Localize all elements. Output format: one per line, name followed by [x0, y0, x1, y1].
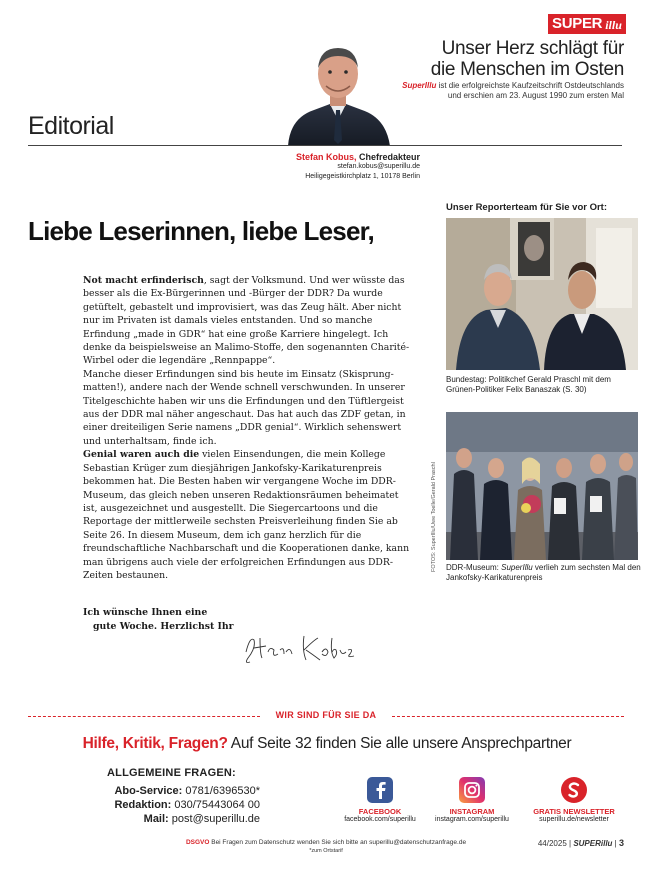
headline: Liebe Leserinnen, liebe Leser,	[28, 216, 374, 246]
divider-right	[392, 716, 624, 717]
newsletter-url[interactable]: superillu.de/newsletter	[539, 816, 609, 823]
photo-credit	[431, 432, 441, 572]
newsletter-icon[interactable]	[561, 777, 587, 803]
social-facebook[interactable]	[330, 777, 430, 823]
instagram-url[interactable]: instagram.com/superillu	[435, 816, 509, 823]
paragraph-3	[83, 448, 413, 582]
author-email[interactable]: stefan.kobus@superillu.de	[337, 163, 420, 170]
closing-line-2: gute Woche. Herzlichst Ihr	[93, 620, 234, 632]
contact-mail	[60, 812, 260, 826]
photo-credit-text: FOTOS: SuperIllu/Uwe Toelle/Gerald Praschl	[431, 462, 437, 572]
paragraph-3-lead: Genial waren auch die	[83, 449, 200, 461]
issue-number: 44/2025	[537, 839, 567, 848]
logo-super: SUPER	[548, 14, 604, 34]
footer-brand: SUPERillu	[573, 839, 613, 848]
paragraph-3-text: vielen Einsendungen, die mein Kollege Sebastian Krüger zum diesjährigen Jankofsky-Karikaturenpreis bekommen hat. Die Besten haben wir vergangene Woche im DDR-Museum, das gleich neben unseren Redaktionsräumen beheimatet ist, ausgezeichnet und ausgestellt. Die Siegercartoons und die Reportage der mittlerweile sechsten Preisverleihung finden Sie ab Seite 26. In diesem Museum, dem ich ganz herzlich für die freundschaftliche Nachbarschaft und die Kooperationen danke, kann man übrigens auch viele der erfolgreichen Erfindungen aus DDR-Zeiten bestaunen.	[83, 449, 410, 581]
paragraph-1-text: , sagt der Volksmund. Und wer wüsste das besser als die Ex-Bürgerinnen und -Bürger der DDR? Da wurde getüftelt, gebastelt und improvisiert, was das Zeug hält. Aber nicht nur im Privaten ist damals vieles entstanden. Und so manche Erfindung „made in GDR“ hat eine große Karriere hingelegt. Ich denke da beispielsweise an Malimo-Stoffe, den sogenannten Charité-Wirbel oder die legendäre „Rennpappe“.	[83, 275, 410, 367]
closing-line-1: Ich wünsche Ihnen eine	[83, 607, 208, 618]
tagline-line-1: Unser Herz schlägt für	[441, 38, 624, 59]
section-title: Editorial	[28, 112, 114, 140]
social-newsletter[interactable]	[524, 777, 624, 823]
facebook-label: FACEBOOK	[358, 807, 402, 816]
caption2-brand: SuperIllu	[501, 563, 533, 572]
paragraph-2: Manche dieser Erfindungen sind bis heute im Einsatz (Skisprung-matten!), andere nach der Wende schnell verschwunden. In unserer Titelgeschichte haben wir uns die Erfindungen und den Tüftlergeist aus der DDR mal näher angeschaut. Das hat auch das ZDF getan, in einer dreiteiligen Serie namens „DDR genial“. Wirklich sehenswert und unterhaltsam, finde ich.	[83, 368, 406, 447]
caption-ddr-museum	[446, 563, 641, 583]
dsgvo-note	[176, 839, 476, 855]
header-rule	[28, 145, 622, 146]
redaktion-label: Redaktion:	[114, 799, 172, 811]
divider-left	[28, 716, 260, 717]
facebook-icon[interactable]	[367, 777, 393, 803]
paragraph-1	[83, 274, 413, 368]
social-instagram[interactable]	[422, 777, 522, 823]
service-banner: WIR SIND FÜR SIE DA	[275, 710, 377, 720]
abo-value[interactable]: 0781/6396530*	[182, 785, 260, 797]
general-questions-title: ALLGEMEINE FRAGEN:	[107, 767, 236, 779]
photo-ddr-museum	[446, 412, 638, 560]
reporter-team-title: Unser Reporterteam für Sie vor Ort:	[446, 202, 608, 213]
paragraph-1-lead: Not macht erfinderisch	[83, 275, 204, 286]
help-bold: Hilfe, Kritik, Fragen?	[82, 735, 228, 752]
mail-label: Mail:	[143, 813, 169, 825]
caption-bundestag: Bundestag: Politikchef Gerald Praschl mit dem Grünen-Politiker Felix Banaszak (S. 30)	[446, 375, 611, 394]
help-line	[0, 735, 654, 753]
page-number: 3	[618, 838, 624, 848]
tariff-note: *zum Ortstarif	[309, 848, 343, 854]
contact-abo	[60, 784, 260, 798]
superillu-logo	[548, 14, 626, 34]
tagline	[431, 38, 624, 80]
author-address: Heiligegeistkirchplatz 1, 10178 Berlin	[305, 173, 420, 180]
logo-illu: illu	[604, 14, 626, 34]
newsletter-label: GRATIS NEWSLETTER	[533, 807, 615, 816]
contact-redaktion	[60, 798, 260, 812]
help-rest: Auf Seite 32 finden Sie alle unsere Ansprechpartner	[227, 735, 572, 752]
caption2-b: verlieh zum sechsten Mal den Jankofsky-Karikaturenpreis	[446, 563, 641, 582]
instagram-icon[interactable]	[459, 777, 485, 803]
redaktion-value[interactable]: 030/75443064 00	[171, 799, 260, 811]
dsgvo-label: DSGVO	[185, 839, 210, 846]
tagline-subtext	[402, 81, 624, 101]
author-name: Stefan Kobus,	[295, 152, 357, 162]
tagsub-line-2: und erschien am 23. August 1990 zum ersten Mal	[447, 91, 624, 100]
contact-list	[60, 784, 260, 826]
signature-image	[240, 628, 370, 668]
facebook-url[interactable]: facebook.com/superillu	[344, 816, 416, 823]
caption2-a: DDR-Museum:	[446, 563, 502, 572]
tagsub-brand: SuperIllu	[402, 81, 437, 90]
editorial-body	[83, 274, 413, 582]
abo-label: Abo-Service:	[114, 785, 183, 797]
tagline-line-2: die Menschen im Osten	[430, 59, 624, 80]
page-footer: 44/2025 | SUPERillu | 3	[537, 838, 624, 848]
closing	[83, 606, 234, 633]
author-portrait	[280, 40, 396, 146]
mail-value[interactable]: post@superillu.de	[168, 813, 260, 825]
author-role: Chefredakteur	[356, 152, 420, 162]
author-block	[250, 152, 420, 182]
instagram-label: INSTAGRAM	[449, 807, 495, 816]
dsgvo-text: Bei Fragen zum Datenschutz wenden Sie sich bitte an superillu@datenschutzanfrage.de	[209, 839, 467, 846]
photo-bundestag	[446, 218, 638, 370]
tagsub-line-1: ist die erfolgreichste Kaufzeitschrift Ostdeutschlands	[436, 81, 624, 90]
